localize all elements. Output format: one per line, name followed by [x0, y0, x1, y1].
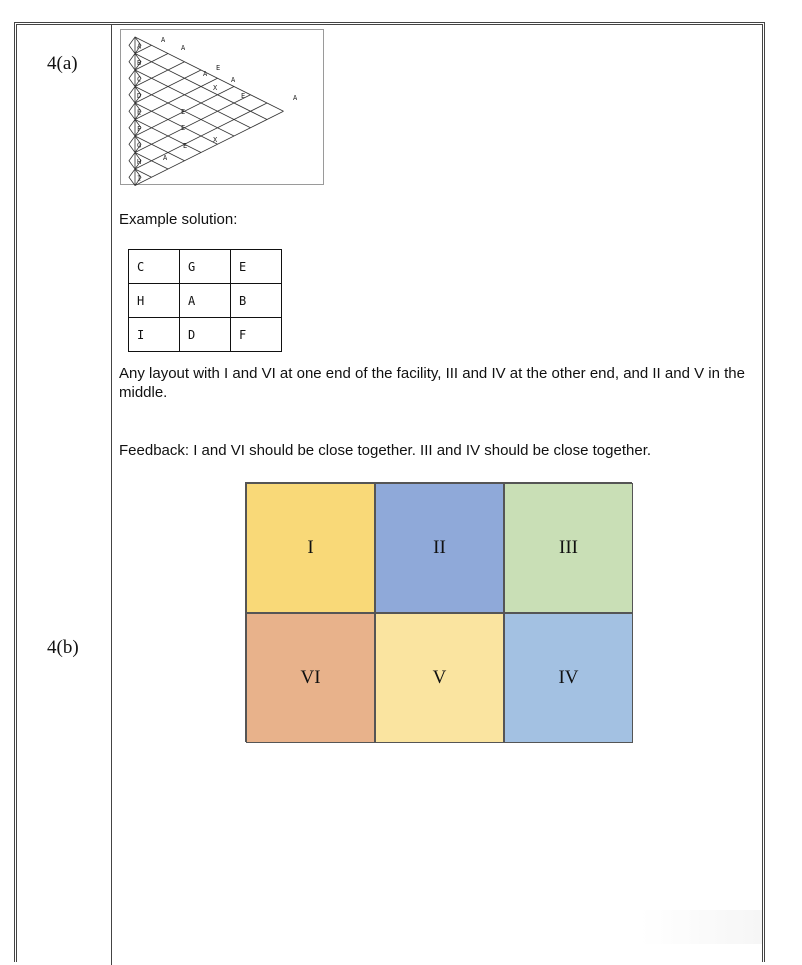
- grid-row: [129, 318, 282, 352]
- example-solution-grid: [128, 249, 282, 352]
- block-cell: VI: [246, 613, 375, 743]
- grid-cell: G: [180, 250, 231, 284]
- block-cell: II: [375, 483, 504, 613]
- department-label: F: [137, 124, 142, 133]
- row-label-4a: 4(a): [47, 53, 78, 74]
- grid-cell: B: [231, 284, 282, 318]
- department-label: I: [137, 174, 142, 183]
- relationship-code: E: [241, 92, 246, 100]
- department-label: D: [137, 91, 142, 100]
- department-label: C: [137, 75, 142, 84]
- relationship-code: A: [163, 154, 168, 162]
- example-heading: Example solution:: [119, 211, 238, 228]
- block-cell: III: [504, 483, 633, 613]
- department-label: E: [137, 108, 142, 117]
- relationship-code: E: [181, 108, 186, 116]
- department-label: B: [137, 58, 142, 67]
- grid-row: [129, 284, 282, 318]
- relationship-code: A: [181, 44, 186, 52]
- grid-cell: H: [129, 284, 180, 318]
- feedback-text: Feedback: I and VI should be close together. III and IV should be close together.: [119, 442, 652, 459]
- column-divider: [111, 25, 112, 965]
- grid-row: [129, 250, 282, 284]
- relationship-code: E: [181, 124, 186, 132]
- triangular-relationship-chart-icon: [121, 30, 325, 186]
- relationship-chart: [120, 29, 324, 185]
- block-cell: V: [375, 613, 504, 743]
- block-cell: IV: [504, 613, 633, 743]
- grid-cell: E: [231, 250, 282, 284]
- department-label: A: [137, 42, 142, 51]
- layout-description: Any layout with I and VI at one end of the facility, III and IV at the other end, and II and V in the middle.: [119, 365, 745, 401]
- grid-cell: I: [129, 318, 180, 352]
- page-corner-shadow: [640, 910, 762, 944]
- relationship-code: X: [213, 136, 218, 144]
- relationship-code: A: [161, 36, 166, 44]
- grid-cell: D: [180, 318, 231, 352]
- relationship-code: A: [231, 76, 236, 84]
- relationship-code: E: [183, 142, 188, 150]
- grid-cell: A: [180, 284, 231, 318]
- facility-block-layout: [245, 482, 632, 742]
- grid-cell: C: [129, 250, 180, 284]
- block-cell: I: [246, 483, 375, 613]
- department-label: H: [137, 157, 142, 166]
- row-label-4b: 4(b): [47, 637, 79, 658]
- relationship-code: A: [293, 94, 298, 102]
- relationship-code: X: [213, 84, 218, 92]
- grid-cell: F: [231, 318, 282, 352]
- relationship-code: E: [216, 64, 221, 72]
- relationship-code: A: [203, 70, 208, 78]
- department-label: G: [137, 141, 142, 150]
